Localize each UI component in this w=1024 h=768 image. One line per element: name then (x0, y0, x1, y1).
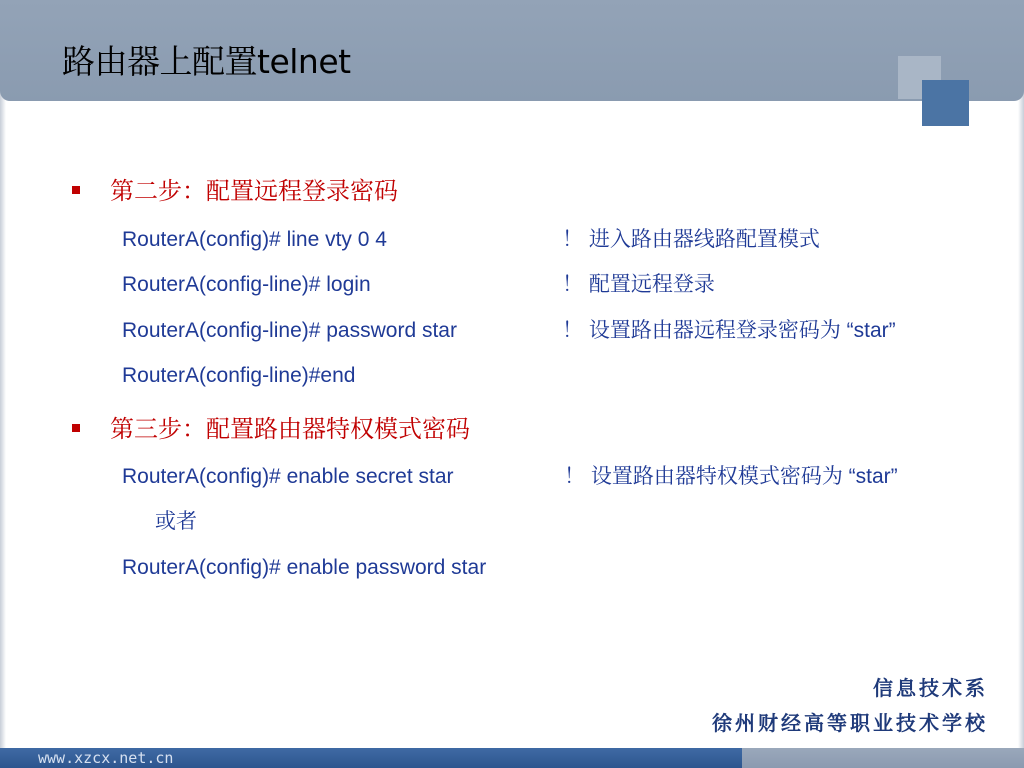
alternative-label: 或者 (155, 510, 197, 533)
command-line: RouterA(config)# line vty 0 4 (122, 228, 387, 251)
command-comment: ！ 设置路由器远程登录密码为 “star” (562, 319, 896, 342)
command-line: RouterA(config-line)#end (122, 364, 356, 387)
command-comment: ！ 进入路由器线路配置模式 (562, 228, 820, 251)
command-line: RouterA(config)# enable secret star (122, 465, 454, 488)
step-3-heading: 第三步：配置路由器特权模式密码 (110, 415, 470, 443)
bullet-square-icon (72, 186, 80, 194)
bottom-bar-right (742, 748, 1024, 768)
footer-url: www.xzcx.net.cn (38, 749, 174, 767)
slide-title: 路由器上配置telnet (62, 42, 351, 81)
bullet-square-icon (72, 424, 80, 432)
command-line: RouterA(config-line)# login (122, 273, 371, 296)
department-name: 信息技术系 (873, 676, 988, 700)
school-name: 徐州财经高等职业技术学校 (712, 711, 988, 735)
command-comment: ！ 配置远程登录 (562, 273, 715, 296)
command-line: RouterA(config-line)# password star (122, 319, 457, 342)
step-2-heading: 第二步：配置远程登录密码 (110, 177, 398, 205)
command-comment: ！ 设置路由器特权模式密码为 “star” (564, 465, 898, 488)
command-line: RouterA(config)# enable password star (122, 556, 487, 579)
